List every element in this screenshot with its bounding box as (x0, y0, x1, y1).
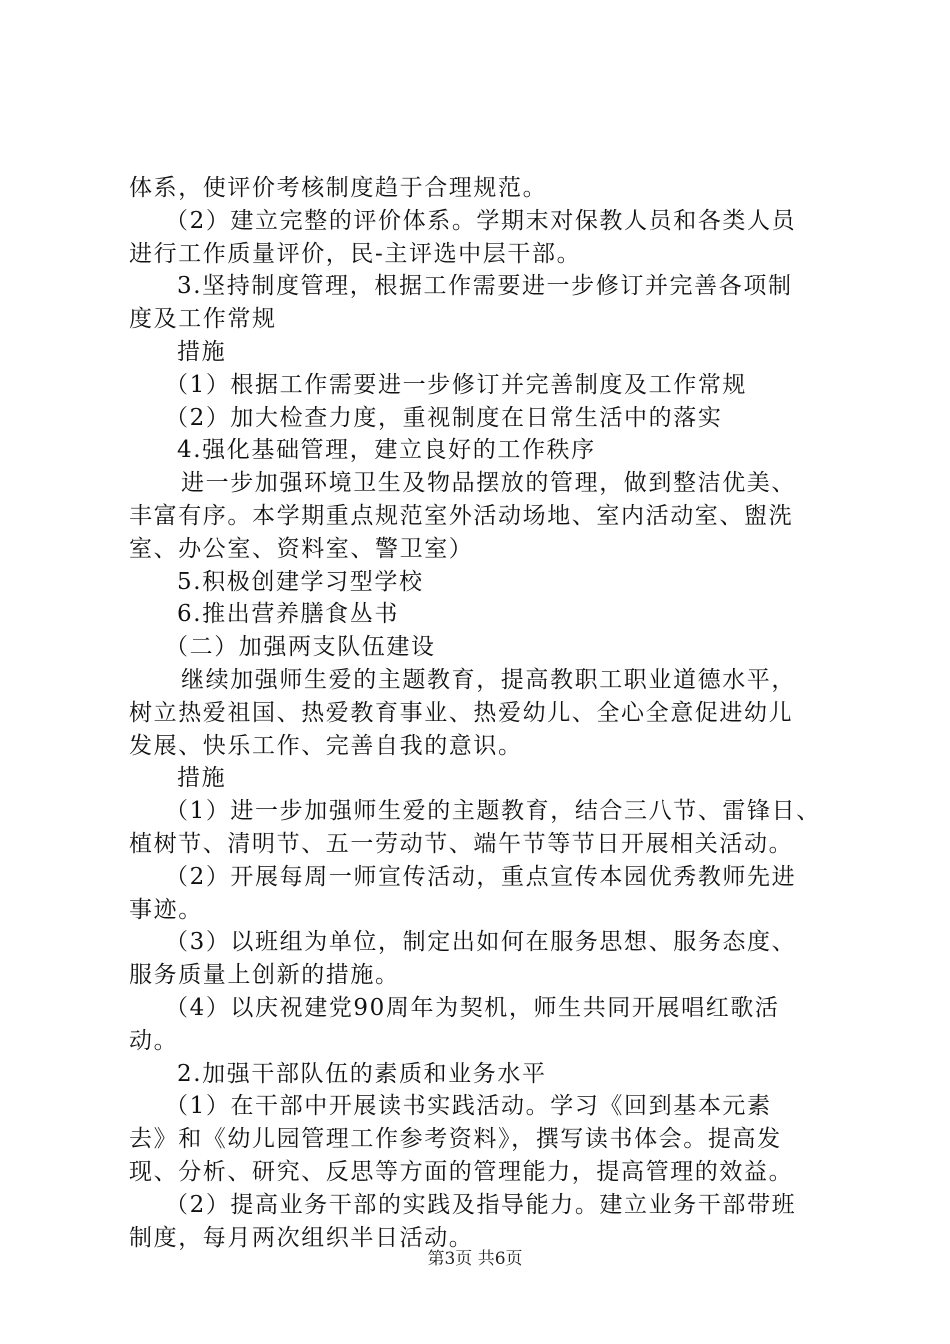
body-line-15: （二）加强两支队伍建设 (165, 634, 436, 661)
body-line-23: 事迹。 (129, 896, 203, 923)
body-line-19: 措施 (177, 765, 227, 792)
body-line-9: 4.强化基础管理，建立良好的工作秩序 (177, 437, 596, 464)
body-line-26: （4）以庆祝建党90周年为契机，师生共同开展唱红歌活 (165, 994, 780, 1021)
body-line-2: （2）建立完整的评价体系。学期末对保教人员和各类人员 (165, 207, 797, 234)
body-line-5: 度及工作常规 (129, 306, 277, 333)
body-line-21: 植树节、清明节、五一劳动节、端午节等节日开展相关活动。 (129, 830, 794, 857)
body-line-33: 制度，每月两次组织半日活动。 (129, 1224, 474, 1251)
body-line-12: 室、办公室、资料室、警卫室） (129, 535, 474, 562)
body-line-6: 措施 (177, 338, 227, 365)
body-line-11: 丰富有序。本学期重点规范室外活动场地、室内活动室、盥洗 (129, 502, 794, 529)
body-line-20: （1）进一步加强师生爱的主题教育，结合三八节、雷锋日、 (165, 798, 821, 825)
body-line-28: 2.加强干部队伍的素质和业务水平 (177, 1060, 547, 1087)
body-line-7: （1）根据工作需要进一步修订并完善制度及工作常规 (165, 371, 748, 398)
body-line-1: 体系，使评价考核制度趋于合理规范。 (129, 175, 548, 201)
body-line-22: （2）开展每周一师宣传活动，重点宣传本园优秀教师先进 (165, 863, 797, 890)
body-line-13: 5.积极创建学习型学校 (177, 568, 424, 595)
body-line-16: 继续加强师生爱的主题教育，提高教职工职业道德水平， (181, 666, 796, 693)
body-line-24: （3）以班组为单位，制定出如何在服务思想、服务态度、 (165, 929, 797, 956)
body-line-18: 发展、快乐工作、完善自我的意识。 (129, 732, 523, 759)
body-line-17: 树立热爱祖国、热爱教育事业、热爱幼儿、全心全意促进幼儿 (129, 699, 794, 726)
body-line-14: 6.推出营养膳食丛书 (177, 601, 399, 628)
page-number-footer: 第3页 共6页 (427, 1249, 523, 1269)
body-line-31: 现、分析、研究、反思等方面的管理能力，提高管理的效益。 (129, 1158, 794, 1185)
body-line-30: 去》和《幼儿园管理工作参考资料》，撰写读书体会。提高发 (129, 1126, 782, 1153)
body-line-29: （1）在干部中开展读书实践活动。学习《回到基本元素 (165, 1093, 772, 1120)
document-body (129, 172, 829, 1254)
body-line-25: 服务质量上创新的措施。 (129, 962, 400, 989)
body-line-32: （2）提高业务干部的实践及指导能力。建立业务干部带班 (165, 1191, 797, 1218)
body-line-8: （2）加大检查力度，重视制度在日常生活中的落实 (165, 404, 723, 431)
body-line-27: 动。 (129, 1027, 179, 1054)
body-line-10: 进一步加强环境卫生及物品摆放的管理，做到整洁优美、 (181, 470, 796, 497)
body-line-4: 3.坚持制度管理，根据工作需要进一步修订并完善各项制 (177, 273, 793, 300)
body-line-3: 进行工作质量评价，民-主评选中层干部。 (129, 240, 582, 267)
